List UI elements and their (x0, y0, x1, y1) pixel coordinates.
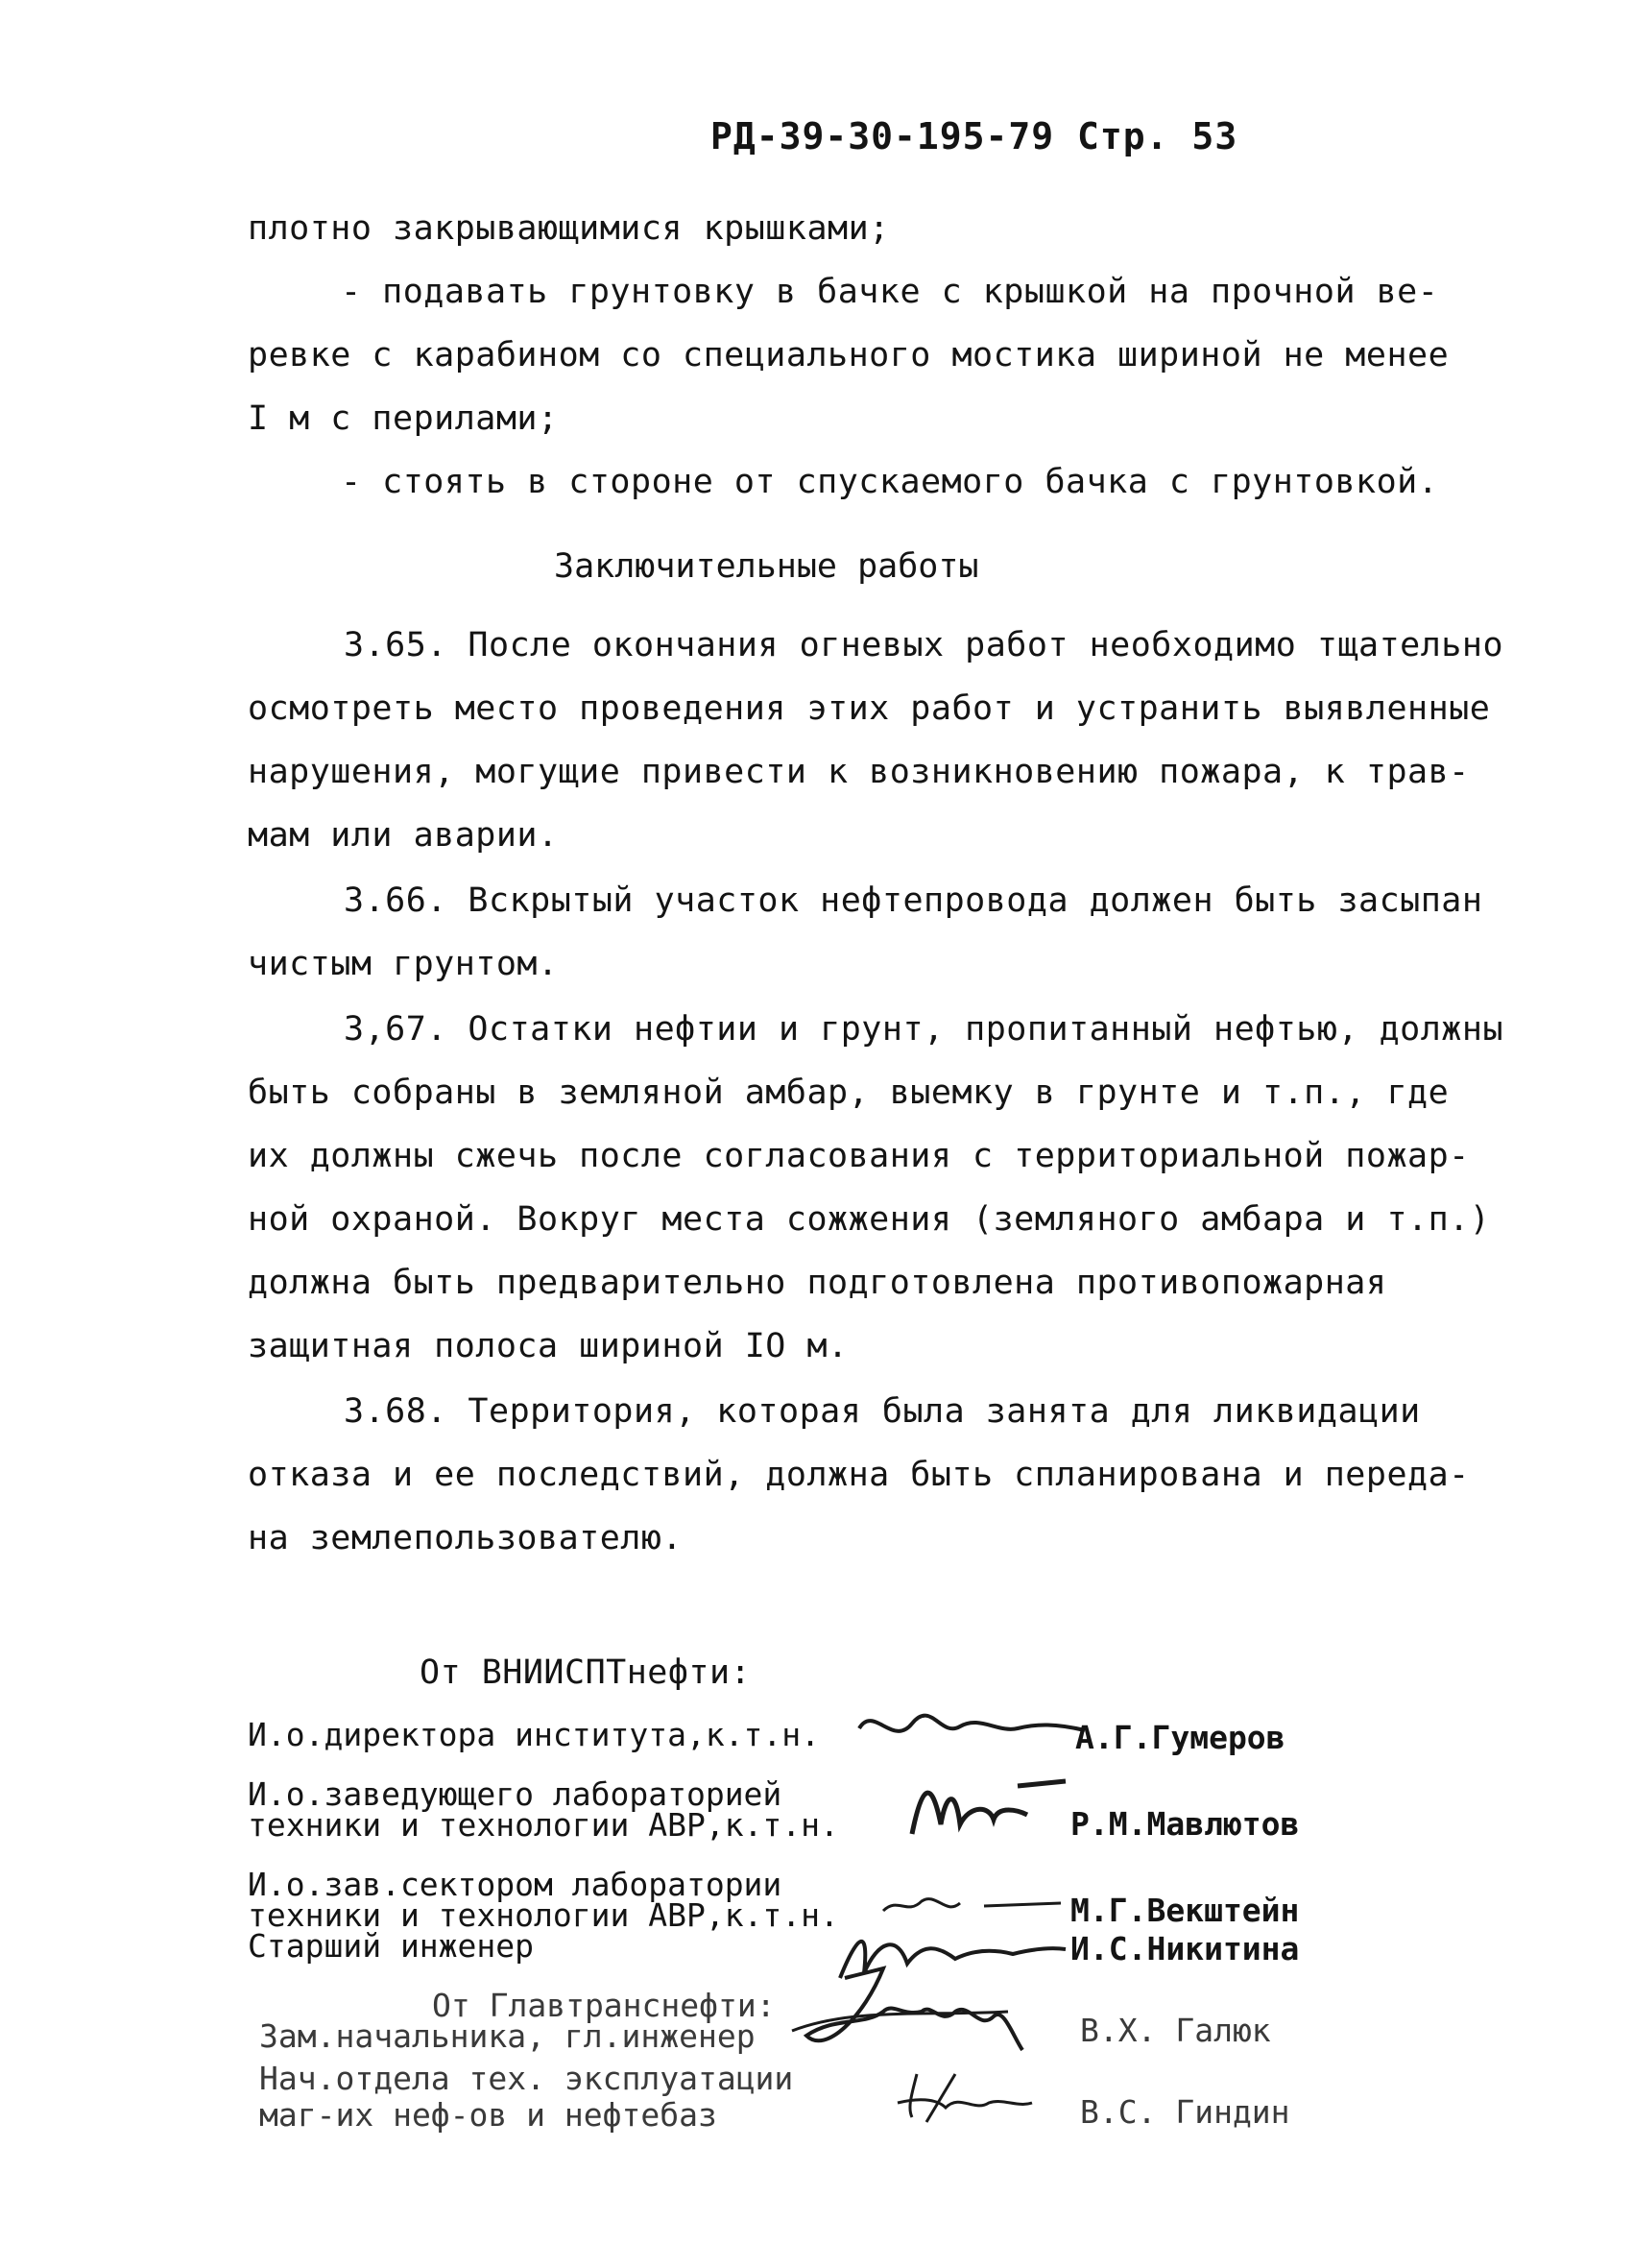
signatory-title: И.о.зав.сектором лаборатории (248, 1866, 782, 1903)
paragraph-line: защитная полоса шириной IО м. (248, 1327, 849, 1365)
signatory-title: Зам.начальника, гл.инженер (259, 2017, 756, 2055)
text-line: ревке с карабином со специального мостика шириной не менее (248, 336, 1450, 374)
paragraph-line: их должны сжечь после согласования с территориальной пожар- (248, 1137, 1470, 1175)
signatory-name: И.С.Никитина (1070, 1930, 1300, 1967)
paragraph-line: мам или аварии. (248, 816, 559, 855)
signatory-title: техники и технологии АВР,к.т.н. (248, 1806, 839, 1844)
org-heading: От Главтранснефти: (432, 1987, 776, 2024)
section-title: Заключительные работы (554, 547, 979, 586)
paragraph-line: ной охраной. Вокруг места сожжения (земляного амбара и т.п.) (248, 1200, 1491, 1239)
signatory-title: Нач.отдела тех. эксплуатации (259, 2060, 794, 2097)
signatory-title: маг-их неф-ов и нефтебаз (259, 2096, 717, 2134)
text-line: - стоять в стороне от спускаемого бачка с грунтовкой. (341, 463, 1439, 501)
handwritten-signature (902, 1767, 1085, 1844)
signatory-title: техники и технологии АВР,к.т.н. (248, 1896, 839, 1934)
handwritten-signature (878, 1882, 1070, 1920)
signatory-name: В.Х. Галюк (1080, 2012, 1271, 2049)
paragraph-line: нарушения, могущие привести к возникновению пожара, к трав- (248, 753, 1470, 791)
signatory-name: Р.М.Мавлютов (1070, 1805, 1300, 1843)
signatory-title: И.о.директора института,к.т.н. (248, 1716, 821, 1753)
signatory-name: А.Г.Гумеров (1075, 1719, 1285, 1756)
signatory-name: В.С. Гиндин (1080, 2093, 1290, 2131)
org-heading: От ВНИИСПТнефти: (420, 1653, 752, 1692)
text-line: плотно закрывающимися крышками; (248, 209, 890, 248)
paragraph-line: осмотреть место проведения этих работ и устранить выявленные (248, 689, 1491, 728)
paragraph-line: 3.66. Вскрытый участок нефтепровода должен быть засыпан (344, 881, 1483, 920)
paragraph-line: 3.68. Территория, которая была занята для ликвидации (344, 1392, 1421, 1431)
paragraph-line: на землепользователю. (248, 1519, 684, 1557)
paragraph-line: 3,67. Остатки нефтии и грунт, пропитанный нефтью, должны (344, 1010, 1504, 1049)
paragraph-line: быть собраны в земляной амбар, выемку в грунте и т.п., где (248, 1074, 1450, 1112)
paragraph-line: должна быть предварительно подготовлена противопожарная (248, 1264, 1387, 1302)
text-line: - подавать грунтовку в бачке с крышкой на прочной ве- (341, 273, 1439, 311)
paragraph-line: отказа и ее последствий, должна быть спланирована и переда- (248, 1456, 1470, 1494)
paragraph-line: чистым грунтом. (248, 945, 559, 983)
handwritten-signature (787, 1959, 1075, 2074)
paragraph-line: 3.65. После окончания огневых работ необходимо тщательно (344, 626, 1504, 664)
signatory-title: Старший инженер (248, 1927, 535, 1965)
text-line: I м с перилами; (248, 399, 559, 438)
document-header: РД-39-30-195-79 Стр. 53 (710, 115, 1238, 157)
signatory-title: И.о.заведующего лабораторией (248, 1775, 782, 1813)
handwritten-signature (888, 2064, 1061, 2132)
signatory-name: М.Г.Векштейн (1070, 1892, 1300, 1929)
